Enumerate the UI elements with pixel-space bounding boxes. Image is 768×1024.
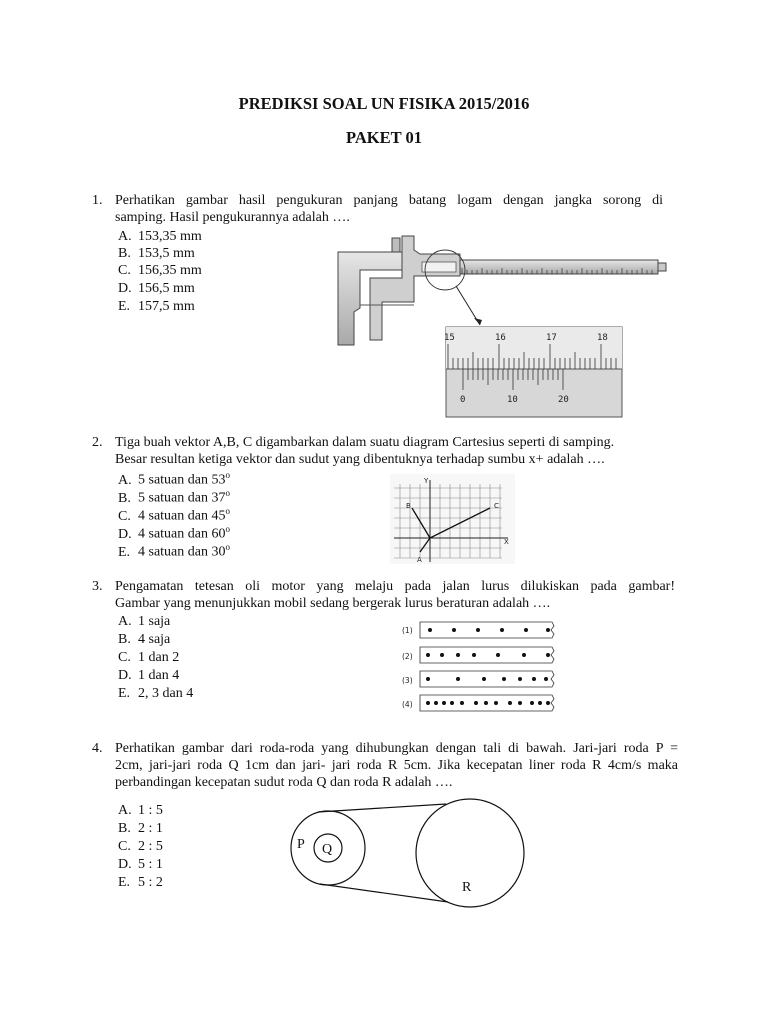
option-2e[interactable]: E. 4 satuan dan 30$^o$: [118, 542, 230, 560]
page-subtitle: PAKET 01: [346, 128, 422, 147]
vernier-caliper-figure: [330, 230, 670, 420]
option-3c[interactable]: C. 1 dan 2: [118, 650, 180, 665]
question-line: Tiga buah vektor A,B, C digambarkan dalam suatu diagram Cartesius seperti di samping.: [115, 435, 615, 450]
option-3a[interactable]: A. 1 saja: [118, 614, 171, 629]
option-2a[interactable]: A. 5 satuan dan 53$^o$: [118, 470, 230, 488]
wheels-figure: [280, 798, 550, 908]
question-line: 2cm, jari-jari roda Q 1cm dan jari- jari roda R 5cm. Jika kecepatan liner roda R 4cm/s maka: [115, 758, 678, 773]
strip-label: (1): [402, 626, 413, 635]
label-p: P: [297, 837, 305, 852]
option-1d[interactable]: D. 156,5 mm: [118, 281, 195, 296]
vernier-scale-label: 0: [460, 395, 466, 405]
page-title: PREDIKSI SOAL UN FISIKA 2015/2016: [238, 94, 530, 113]
vector-diagram-figure: [390, 474, 515, 564]
question-number: 4.: [92, 741, 103, 756]
option-3e[interactable]: E. 2, 3 dan 4: [118, 686, 194, 701]
question-text: [115, 740, 678, 791]
zoomed-scale: [444, 327, 622, 417]
main-scale-label: 16: [495, 333, 506, 343]
vernier-scale-label: 10: [507, 395, 518, 405]
option-1b[interactable]: B. 153,5 mm: [118, 246, 195, 261]
option-4c[interactable]: C. 2 : 5: [118, 839, 163, 854]
y-axis-label: Y: [424, 477, 429, 485]
vector-c-label: C: [494, 502, 499, 510]
x-axis-label: X: [504, 538, 509, 546]
question-text: [115, 434, 675, 468]
question-line: Besar resultan ketiga vektor dan sudut yang dibentuknya terhadap sumbu x+ adalah ….: [115, 452, 605, 467]
oil-drops-figure: [400, 618, 560, 714]
question-line: Gambar yang menunjukkan mobil sedang bergerak lurus beraturan adalah ….: [115, 596, 551, 611]
option-1a[interactable]: A. 153,35 mm: [118, 229, 202, 244]
question-line: perbandingan kecepatan sudut roda Q dan roda R adalah ….: [115, 775, 453, 790]
question-number: 3.: [92, 579, 103, 594]
option-4a[interactable]: A. 1 : 5: [118, 803, 163, 818]
question-number: 2.: [92, 435, 103, 450]
label-r: R: [462, 880, 472, 895]
vernier-scale-label: 20: [558, 395, 569, 405]
label-q: Q: [322, 842, 333, 857]
option-4d[interactable]: D. 5 : 1: [118, 857, 163, 872]
belt-top: [318, 804, 446, 812]
strip-label: (2): [402, 652, 413, 661]
option-3d[interactable]: D. 1 dan 4: [118, 668, 180, 683]
option-2c[interactable]: C. 4 satuan dan 45$^o$: [118, 506, 230, 524]
option-2b[interactable]: B. 5 satuan dan 37$^o$: [118, 488, 230, 506]
strip-label: (3): [402, 676, 413, 685]
question-line: Pengamatan tetesan oli motor yang melaju pada jalan lurus dilukiskan pada gambar!: [115, 579, 675, 594]
main-scale-label: 18: [597, 333, 608, 343]
strips: [420, 622, 554, 711]
question-text: [115, 192, 663, 226]
option-2d[interactable]: D. 4 satuan dan 60$^o$: [118, 524, 230, 542]
strip-label: (4): [402, 700, 413, 709]
question-line: Perhatikan gambar dari roda-roda yang dihubungkan dengan tali di bawah. Jari-jari roda P =: [115, 741, 678, 756]
option-4e[interactable]: E. 5 : 2: [118, 875, 163, 890]
option-1e[interactable]: E. 157,5 mm: [118, 299, 195, 314]
question-number: 1.: [92, 193, 103, 208]
question-line: Perhatikan gambar hasil pengukuran panjang batang logam dengan jangka sorong di: [115, 193, 663, 208]
option-1c[interactable]: C. 156,35 mm: [118, 263, 202, 278]
question-text: [115, 578, 675, 612]
question-line: samping. Hasil pengukurannya adalah ….: [115, 210, 350, 225]
vector-b-label: B: [406, 502, 411, 510]
main-scale-label: 17: [546, 333, 557, 343]
main-scale-label: 15: [444, 333, 455, 343]
oil-drops: [426, 628, 550, 705]
belt-bottom: [320, 884, 448, 902]
option-3b[interactable]: B. 4 saja: [118, 632, 171, 647]
vector-a-label: A: [417, 556, 422, 564]
option-4b[interactable]: B. 2 : 1: [118, 821, 163, 836]
